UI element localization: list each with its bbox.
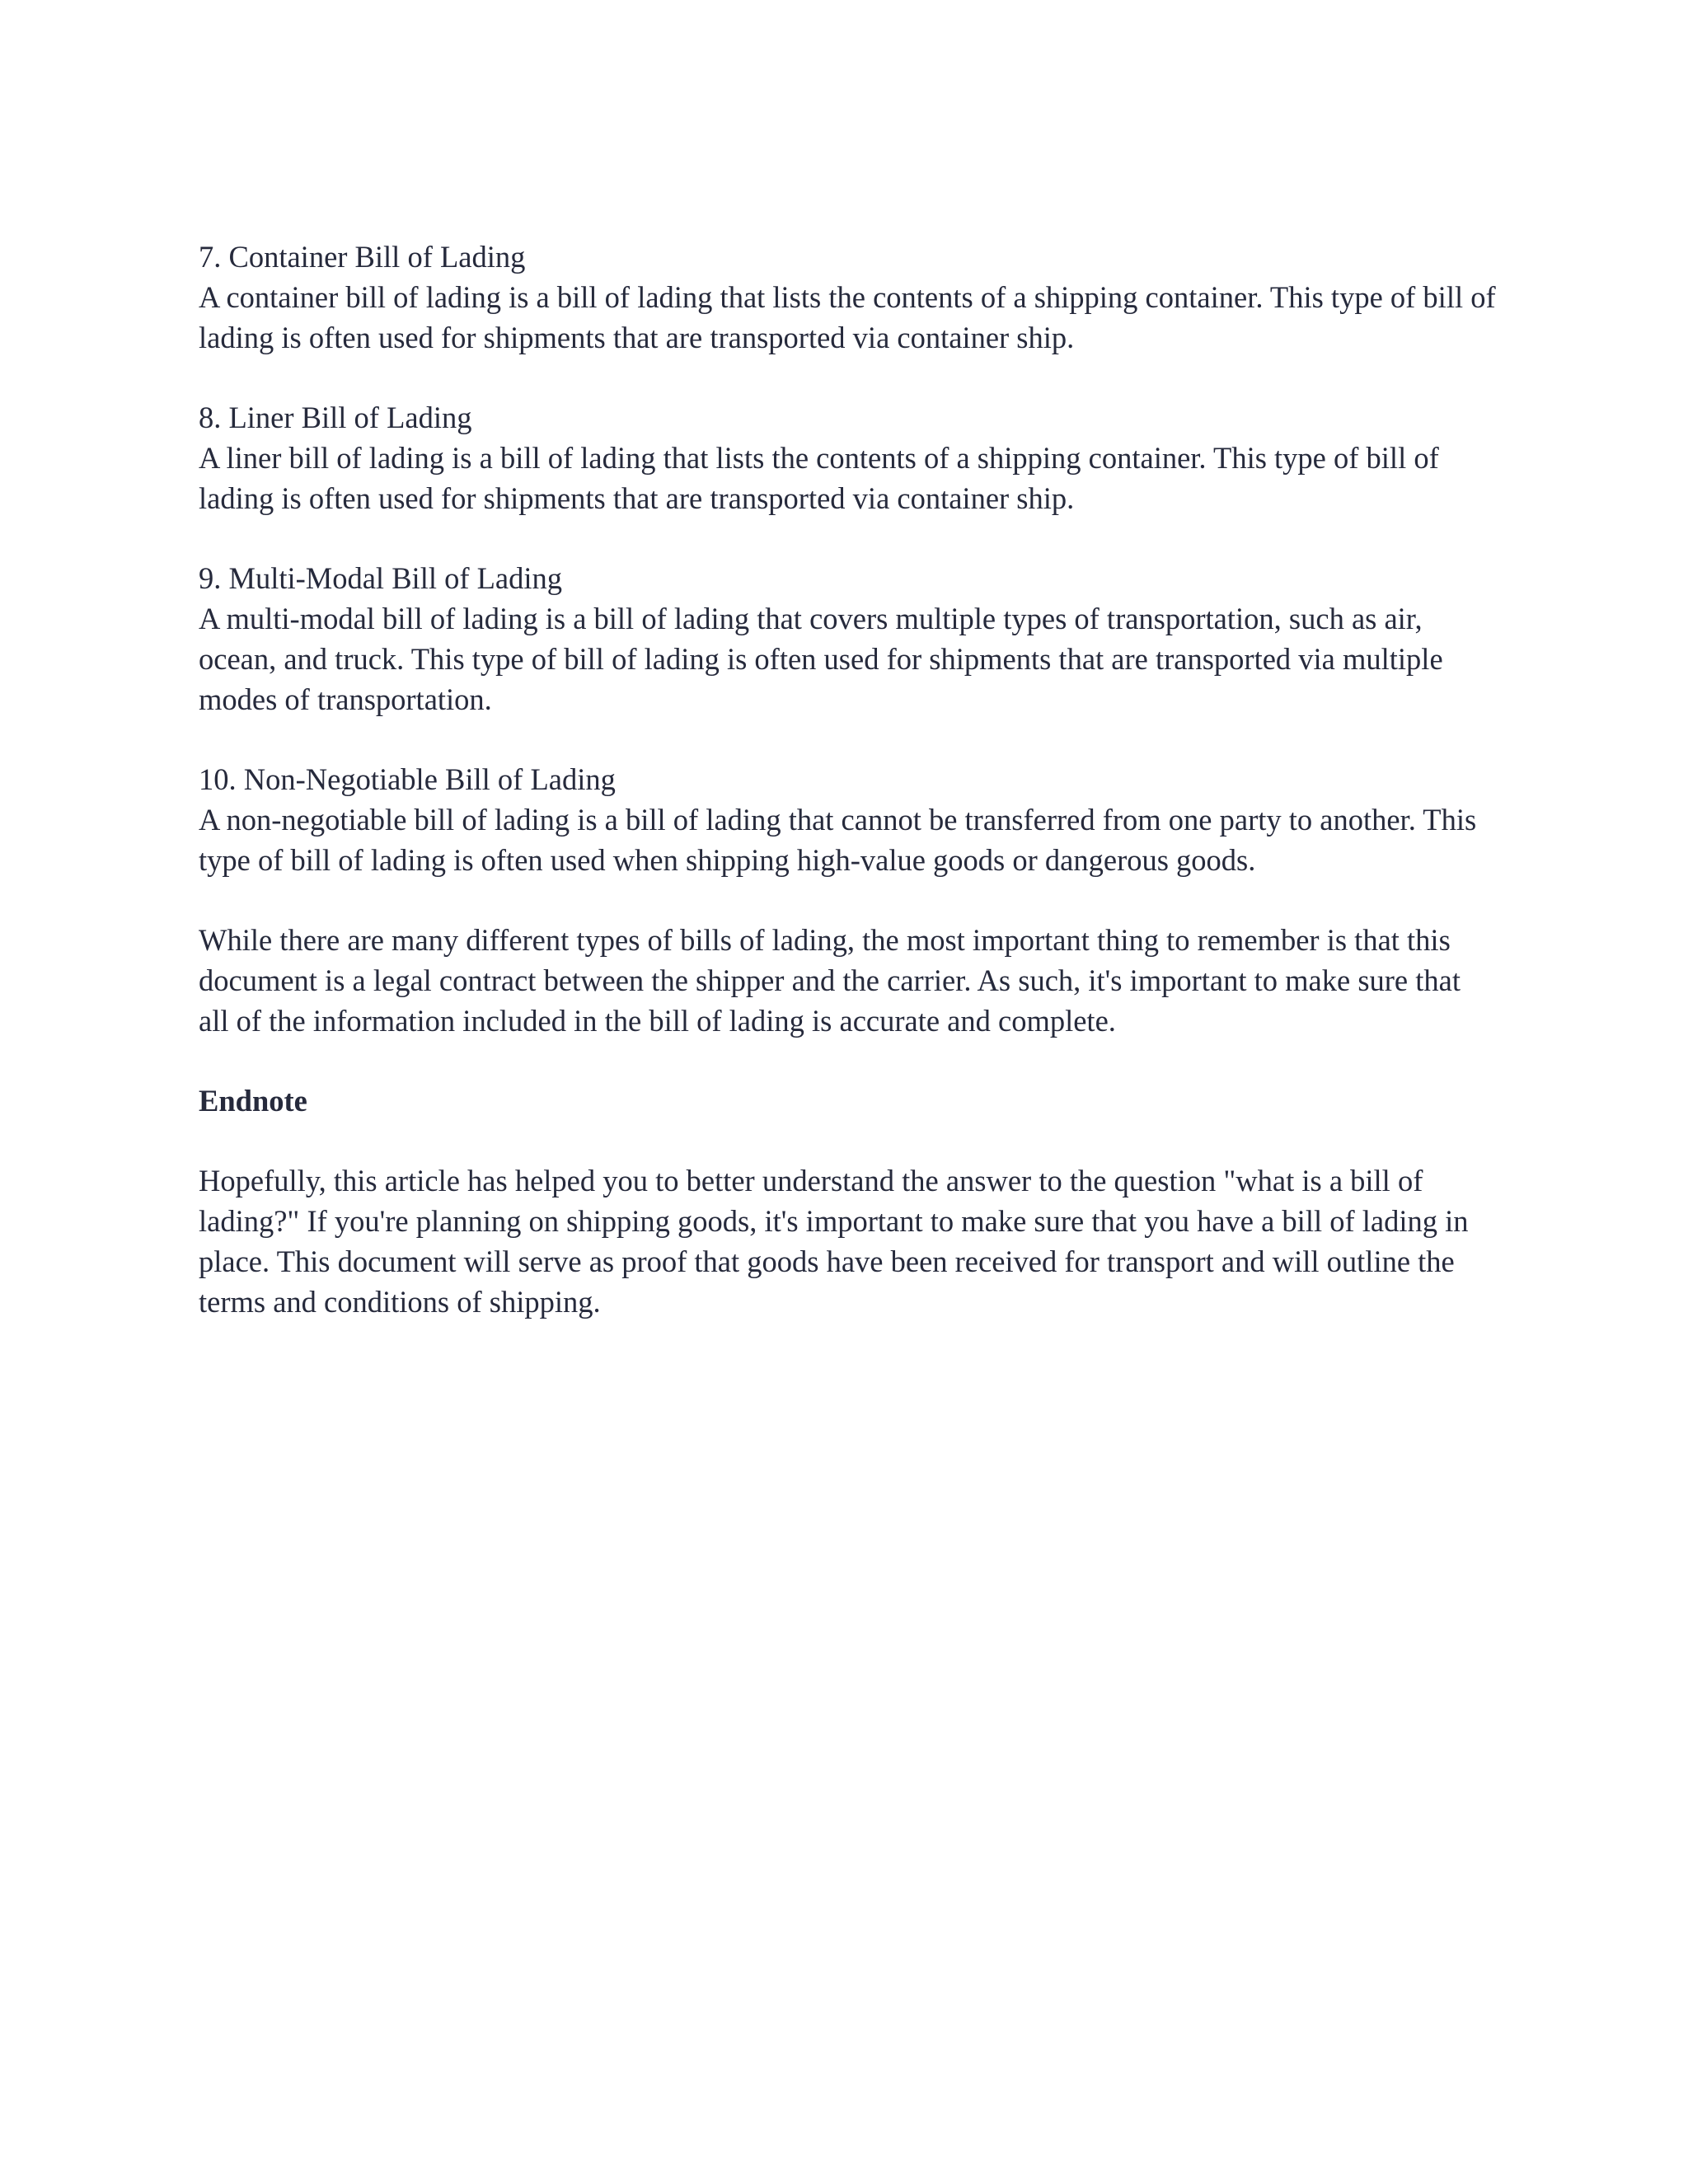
section-title: 7. Container Bill of Lading xyxy=(199,240,526,274)
section-title: 8. Liner Bill of Lading xyxy=(199,401,472,434)
section-container-bill xyxy=(199,237,1497,358)
section-body: A liner bill of lading is a bill of lading that lists the contents of a shipping container. This type of bill of lading is often used for shipments that are transported via container ship. xyxy=(199,441,1439,515)
summary-paragraph: While there are many different types of bills of lading, the most important thing to remember is that this document is a legal contract between the shipper and the carrier. As such, it's important to make sure that all of the information included in the bill of lading is accurate and complete. xyxy=(199,923,1461,1038)
section-body: A multi-modal bill of lading is a bill of lading that covers multiple types of transportation, such as air, ocean, and truck. This type of bill of lading is often used for shipments that are transported via multiple modes of transportation. xyxy=(199,602,1443,716)
document-content xyxy=(199,237,1497,1361)
endnote-heading: Endnote xyxy=(199,1084,307,1118)
section-non-negotiable-bill xyxy=(199,759,1497,880)
section-multi-modal-bill xyxy=(199,558,1497,719)
section-title: 9. Multi-Modal Bill of Lading xyxy=(199,561,563,595)
section-title: 10. Non-Negotiable Bill of Lading xyxy=(199,762,616,796)
endnote-paragraph: Hopefully, this article has helped you to better understand the answer to the question "what is a bill of lading?" If you're planning on shipping goods, it's important to make sure that you have a bill of lading in place. This document will serve as proof that goods have been received for transport and will outline the terms and conditions of shipping. xyxy=(199,1164,1469,1319)
section-body: A non-negotiable bill of lading is a bill of lading that cannot be transferred from one party to another. This type of bill of lading is often used when shipping high-value goods or dangerous goods. xyxy=(199,803,1477,877)
section-body: A container bill of lading is a bill of lading that lists the contents of a shipping container. This type of bill of lading is often used for shipments that are transported via container ship. xyxy=(199,280,1496,354)
section-liner-bill xyxy=(199,397,1497,518)
